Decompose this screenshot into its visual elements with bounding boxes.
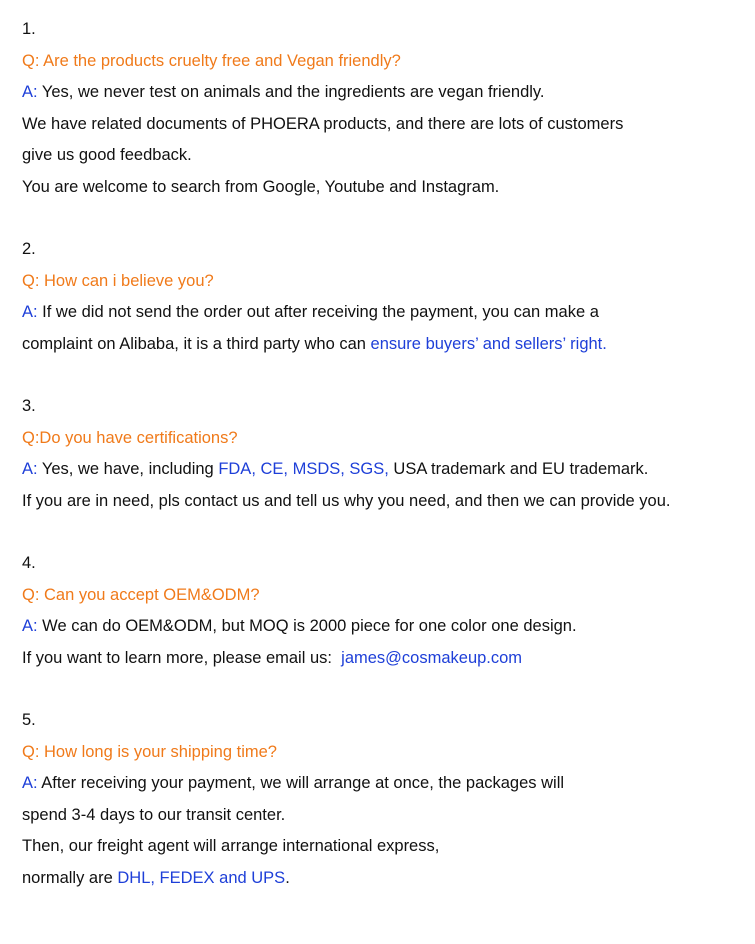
faq-number: 1.: [22, 20, 36, 38]
faq-answer-line: If you are in need, pls contact us and tell us why you need, and then we can provide you.: [22, 491, 671, 510]
faq-answer-line: [22, 77, 747, 109]
faq-number: 4.: [22, 554, 36, 572]
faq-question: Q: How long is your shipping time?: [22, 742, 277, 761]
faq-answer-line: [22, 297, 747, 329]
faq-item-5: [22, 705, 747, 894]
faq-answer-line: [22, 863, 747, 895]
faq-number: 3.: [22, 397, 36, 415]
email-link[interactable]: james@cosmakeup.com: [341, 648, 523, 667]
answer-text: USA trademark and EU trademark.: [388, 460, 649, 478]
faq-question: Q: How can i believe you?: [22, 271, 214, 290]
faq-number: 5.: [22, 711, 36, 729]
faq-answer-line: We have related documents of PHOERA products, and there are lots of customers: [22, 114, 624, 133]
faq-answer-line: [22, 643, 747, 675]
answer-label: A:: [22, 460, 38, 478]
faq-question: Q:Do you have certifications?: [22, 428, 238, 447]
answer-text: Yes, we have, including: [37, 460, 219, 478]
answer-label: A:: [22, 83, 38, 101]
faq-answer-line: [22, 611, 747, 643]
faq-item-1: [22, 14, 747, 203]
answer-text: .: [285, 868, 290, 887]
faq-answer-line: spend 3-4 days to our transit center.: [22, 805, 286, 824]
answer-text: normally are: [22, 868, 118, 887]
highlight-text: ensure buyers’ and sellers’ right.: [370, 334, 607, 353]
answer-label: A:: [22, 303, 38, 321]
faq-question: Q: Are the products cruelty free and Vegan friendly?: [22, 51, 401, 70]
faq-answer-line: [22, 329, 747, 361]
faq-answer-line: [22, 454, 747, 486]
faq-item-4: [22, 548, 747, 674]
faq-item-2: [22, 234, 747, 360]
answer-text: complaint on Alibaba, it is a third party who can: [22, 334, 371, 353]
answer-text: Yes, we never test on animals and the ingredients are vegan friendly.: [37, 83, 545, 101]
carriers-highlight: DHL, FEDEX and UPS: [117, 868, 286, 887]
faq-item-3: [22, 391, 747, 517]
faq-number: 2.: [22, 240, 36, 258]
certifications-highlight: FDA, CE, MSDS, SGS,: [218, 460, 389, 478]
answer-label: A:: [22, 617, 38, 635]
faq-answer-line: You are welcome to search from Google, Youtube and Instagram.: [22, 177, 500, 196]
answer-text: After receiving your payment, we will arrange at once, the packages will: [37, 774, 565, 792]
faq-answer-line: give us good feedback.: [22, 146, 192, 164]
faq-answer-line: Then, our freight agent will arrange international express,: [22, 837, 440, 855]
answer-text: If you want to learn more, please email us:: [22, 648, 342, 667]
answer-label: A:: [22, 774, 38, 792]
answer-text: If we did not send the order out after receiving the payment, you can make a: [37, 303, 599, 321]
faq-list: [22, 14, 747, 925]
faq-question: Q: Can you accept OEM&ODM?: [22, 585, 260, 604]
faq-answer-line: [22, 768, 747, 800]
answer-text: We can do OEM&ODM, but MOQ is 2000 piece for one color one design.: [37, 617, 577, 635]
